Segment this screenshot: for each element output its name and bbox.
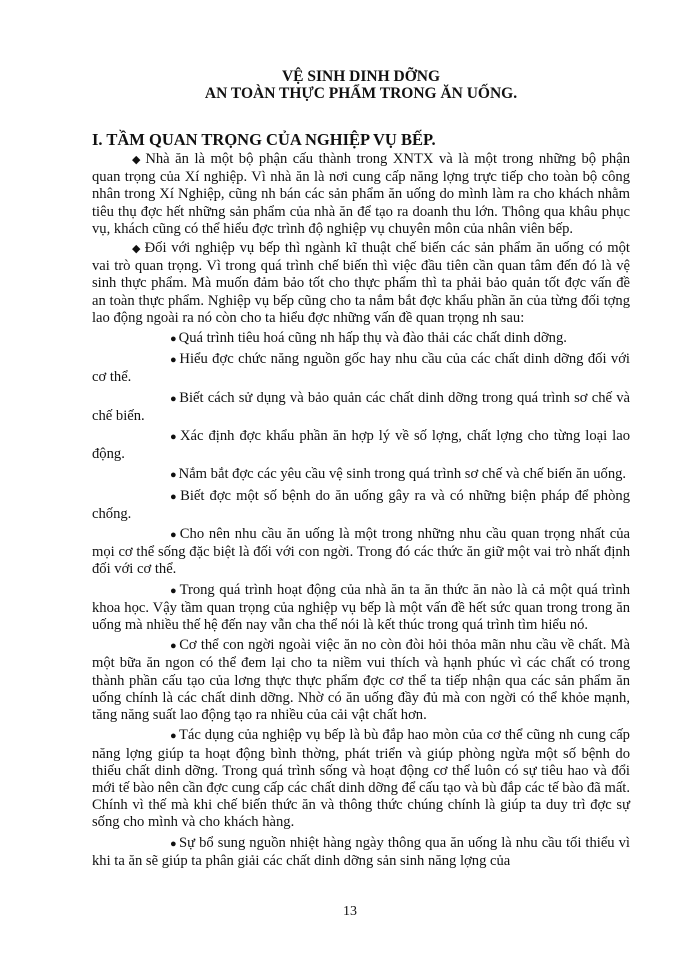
dot-bullet-icon: ●: [170, 529, 178, 542]
dot-bullet-icon: ●: [170, 837, 178, 850]
diamond-bullet-icon: ◆: [132, 243, 142, 256]
dot-bullet-icon: ●: [170, 392, 178, 405]
bullet-item: [92, 526, 630, 579]
dot-bullet-icon: ●: [170, 490, 179, 503]
title-line-1: VỆ SINH DINH DỠNG: [281, 68, 441, 85]
paragraph-text: Nhà ăn là một bộ phận cấu thành trong XNTX và là một trong những bộ phận quan trọng của Xí nghiệp. Vì nhà ăn là nơi cung cấp năng lợng trực tiếp cho toàn bộ công nhân trong Xí Nghiệp, cũng nh bán các sản phẩm ăn uống do mình làm ra cho khách nhằm tiêu thụ đợc hết những sản phẩm của nhà ăn để tạo ra doanh thu lớn. Thông qua khâu phục vụ, khách cũng có thể hiểu đợc trình độ nghiệp vụ chuyên môn của nhân viên bếp.: [92, 151, 630, 237]
dot-bullet-icon: ●: [170, 354, 178, 367]
paragraph: [92, 240, 630, 327]
bullet-item: [92, 351, 630, 386]
dot-bullet-icon: ●: [170, 333, 177, 346]
bullet-text: Tác dụng của nghiệp vụ bếp là bù đắp hao mòn của cơ thể cũng nh cung cấp năng lợng giúp ta hoạt động bình thờng, phát triển và giúp phòng ngừa một số bệnh do thiếu chất dinh dỡng. Trong quá trình sống và hoạt động cơ thể luôn có sự tiêu hao và đổi mới tế bào nên cần đợc cung cấp các chất dinh dỡng để cấu tạo và bù đắp các tế bào đã mất. Chính vì thế mà khi chế biến thức ăn và thông thức chúng chính là giúp ta duy trì đợc sự sống cho mình và cho khách hàng.: [92, 727, 630, 831]
dot-bullet-icon: ●: [170, 730, 177, 743]
title-line-2: AN TOÀN THỰC PHẨM TRONG ĂN UỐNG.: [204, 85, 518, 102]
bullet-text: Hiểu đợc chức năng nguồn gốc hay nhu cầu của các chất dinh dỡng đối với cơ thể.: [92, 351, 630, 386]
bullet-text: Cho nên nhu cầu ăn uống là một trong những nhu cầu quan trọng nhất của mọi cơ thể sống đặc biệt là đối với con ngời. Trong đó các thức ăn giữ một vai trò nhất định đối với cơ thể.: [92, 526, 630, 578]
bullet-item: [92, 835, 630, 870]
dot-bullet-icon: ●: [170, 640, 178, 653]
bullet-text: Trong quá trình hoạt động của nhà ăn ta ăn thức ăn nào là cả một quá trình khoa học. Vậy tầm quan trọng của nghiệp vụ bếp là một vấn đề hết sức quan trong trong ăn uống mà nhiều thế hệ đến nay vẫn cha thể nói là kết thúc trong quá trình tìm hiểu nó.: [92, 581, 630, 634]
paragraph: [92, 151, 630, 238]
bullet-item: [92, 330, 630, 348]
bullet-text: Quá trình tiêu hoá cũng nh hấp thụ và đào thải các chất dinh dỡng.: [178, 330, 567, 347]
page-number: 13: [343, 904, 357, 919]
dot-bullet-icon: ●: [170, 431, 179, 444]
dot-bullet-icon: ●: [170, 584, 178, 597]
dot-bullet-icon: ●: [170, 469, 177, 482]
bullet-text: Nắm bắt đợc các yêu cầu vệ sinh trong quá trình sơ chế và chế biến ăn uống.: [178, 466, 627, 483]
bullet-item: [92, 727, 630, 831]
bullet-item: [92, 390, 630, 425]
bullet-item: [92, 428, 630, 463]
bullet-text: Xác định đợc khẩu phần ăn hợp lý về số lợng, chất lợng cho từng loại lao động.: [92, 428, 630, 463]
bullet-item: [92, 582, 630, 635]
bullet-text: Biết cách sử dụng và bảo quản các chất dinh dỡng trong quá trình sơ chế và chế biến.: [92, 389, 630, 424]
bullet-item: [92, 488, 630, 523]
bullet-text: Sự bổ sung nguồn nhiệt hàng ngày thông qua ăn uống là nhu cầu tối thiểu vì khi ta ăn sẽ giúp ta phân giải các chất dinh dỡng sản sinh năng lợng của: [92, 834, 630, 869]
bullet-text: Biết đợc một số bệnh do ăn uống gây ra và có những biện pháp để phòng chống.: [92, 487, 630, 522]
bullet-item: [92, 466, 630, 484]
bullet-text: Cơ thể con ngời ngoài việc ăn no còn đòi hỏi thỏa mãn nhu cầu về chất. Mà một bữa ăn ngon có thể đem lại cho ta niềm vui thích và hạnh phúc vì các chất có trong thành phần cấu tạo của lơng thực thực phẩm đợc cơ thể ta tiếp nhận qua các sản phẩm ăn uống chính là các chất dinh dỡng. Nhờ có ăn uống đầy đủ mà con ngời có thể khỏe mạnh, tăng năng suất lao động tạo ra nhiều của cải vật chất hơn.: [92, 637, 630, 724]
paragraph-text: Đối với nghiệp vụ bếp thì ngành kĩ thuật chế biến các sản phẩm ăn uống có một vai trò quan trọng. Vì trong quá trình chế biến thì việc đầu tiên cần quan tâm đến đó là vệ sinh thực phẩm. Mà muốn đảm bảo tốt cho thực phẩm thì ta phải bảo quản tốt đợc vấn đề an toàn thực phẩm. Nghiệp vụ bếp cũng cho ta nắm bắt đợc khẩu phần ăn của từng đối tợng lao động ngoài ra nó còn cho ta hiểu đợc những vấn đề quan trọng nh sau:: [92, 240, 630, 326]
bullet-item: [92, 637, 630, 724]
diamond-bullet-icon: ◆: [132, 154, 143, 166]
section-heading: I. TẦM QUAN TRỌNG CỦA NGHIỆP VỤ BẾP.: [92, 130, 436, 149]
